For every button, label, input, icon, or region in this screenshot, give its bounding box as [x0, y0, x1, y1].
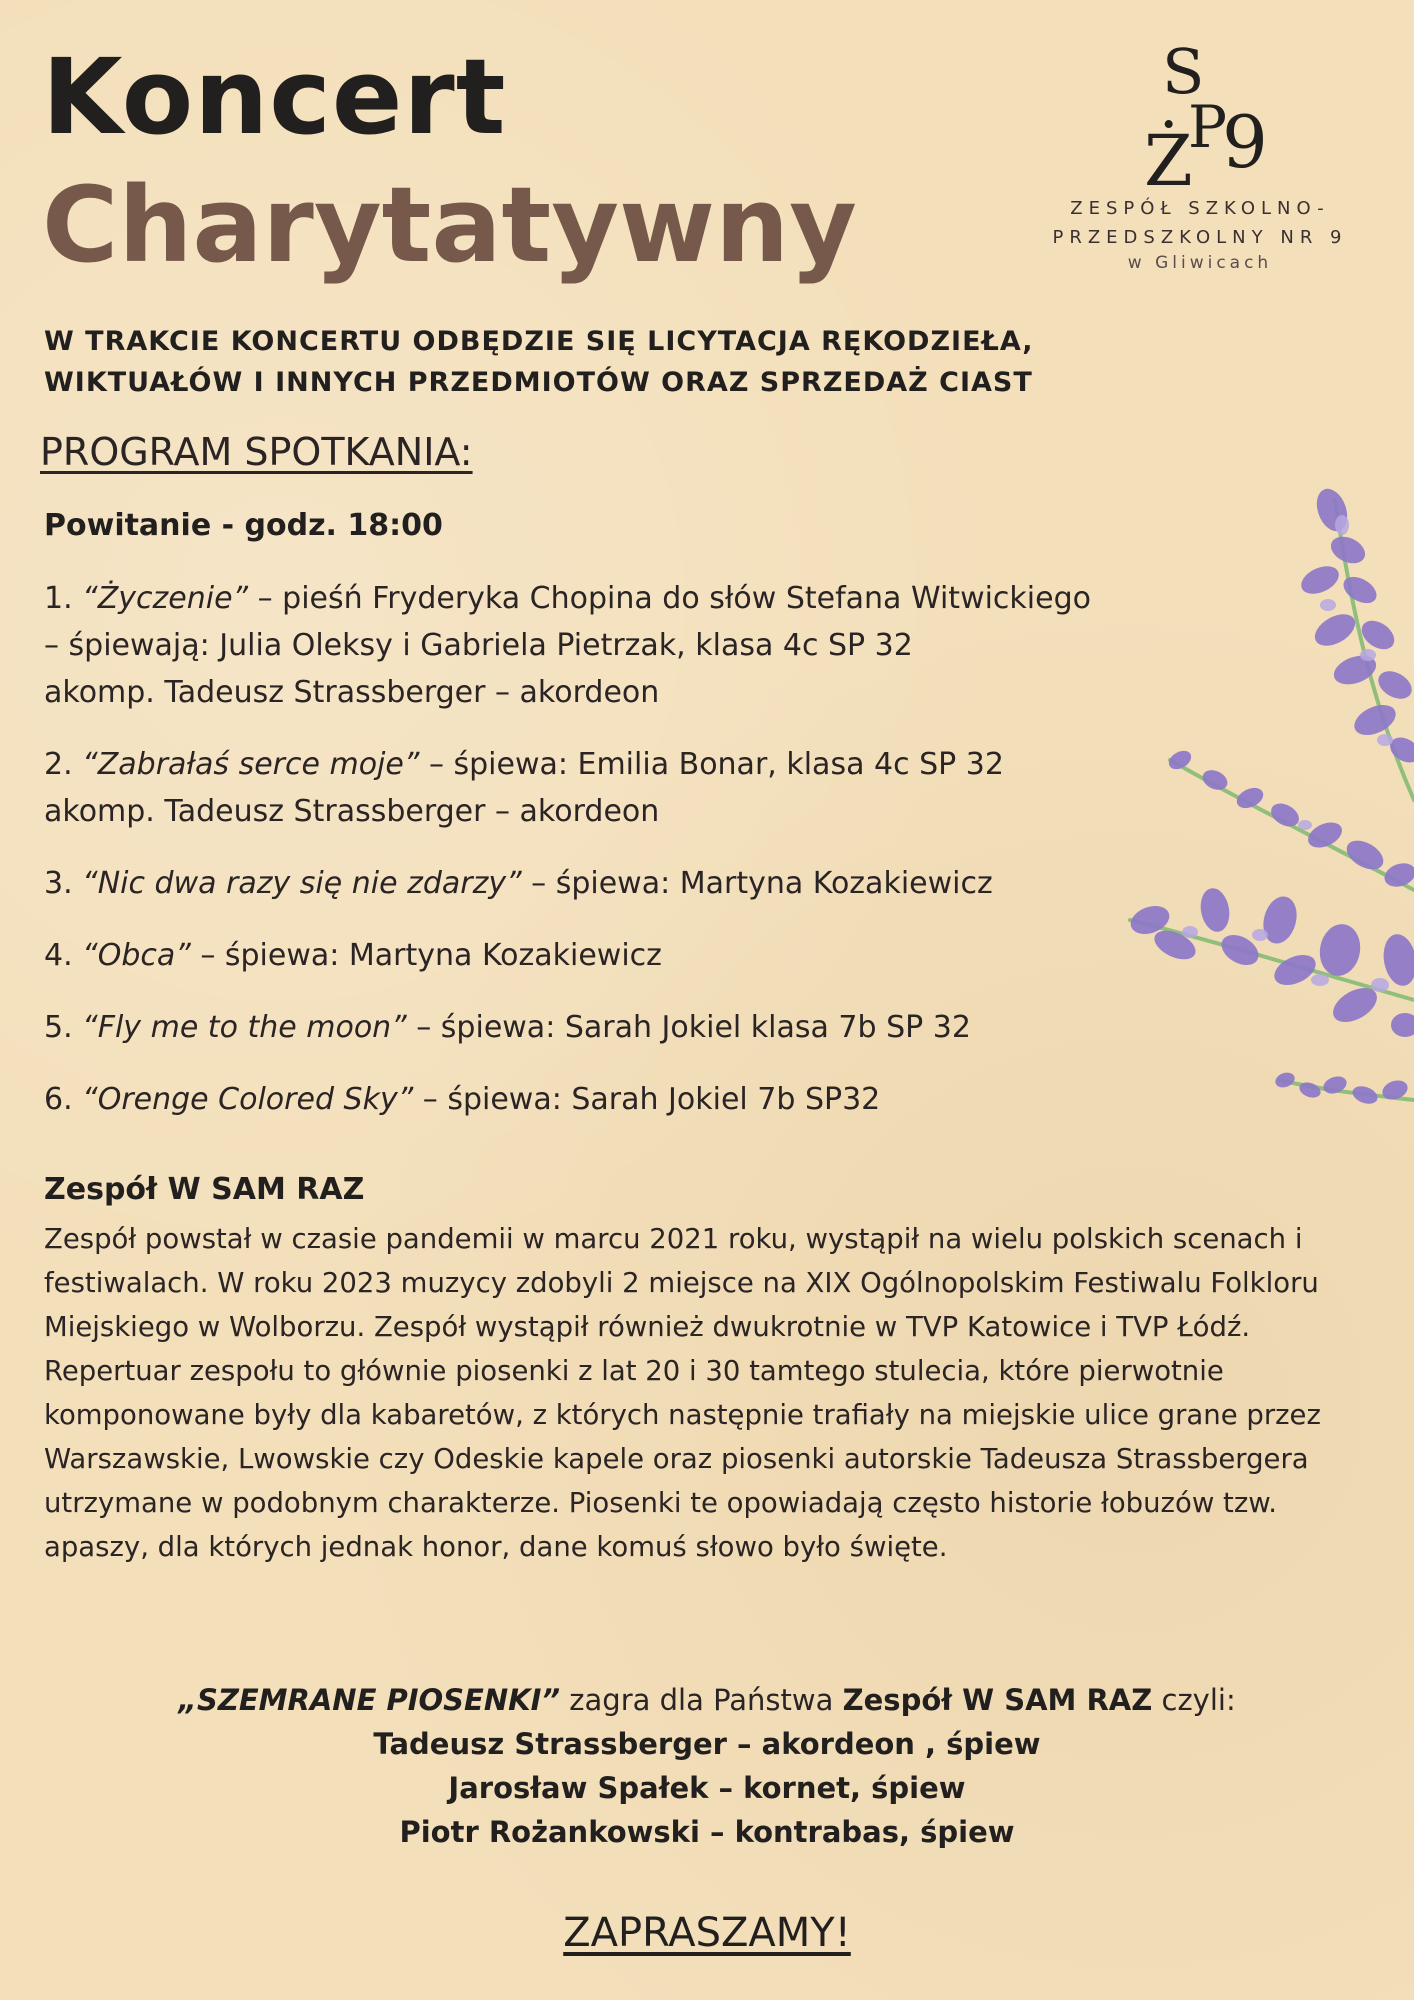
item-detail: – śpiewa: Martyna Kozakiewicz: [190, 938, 662, 973]
band-member: Piotr Rożankowski – kontrabas, śpiew: [399, 1815, 1015, 1849]
monogram-icon: [1100, 35, 1300, 195]
monogram-p: P: [1188, 93, 1228, 161]
item-detail: – śpiewa: Sarah Jokiel klasa 7b SP 32: [406, 1010, 971, 1045]
invitation: ZAPRASZAMY!: [563, 1910, 851, 1956]
monogram-9: 9: [1222, 100, 1268, 184]
program-item: [44, 1076, 1204, 1123]
item-performers: – śpiewają: Julia Oleksy i Gabriela Pietrzak, klasa 4c SP 32: [44, 628, 913, 663]
item-detail: – pieśń Fryderyka Chopina do słów Stefana Witwickiego: [248, 581, 1091, 616]
band-member: Tadeusz Strassberger – akordeon , śpiew: [373, 1727, 1041, 1761]
item-number: 5.: [44, 1010, 83, 1045]
item-number: 1.: [44, 581, 83, 616]
item-accompaniment: akomp. Tadeusz Strassberger – akordeon: [44, 794, 660, 829]
song-title: “Fly me to the moon”: [82, 1010, 407, 1045]
outro-connector1: zagra dla Państwa: [560, 1683, 843, 1717]
song-title: “Obca”: [82, 938, 191, 973]
item-number: 3.: [44, 866, 83, 901]
auction-subheading: [44, 322, 1164, 403]
monogram-s: S: [1162, 35, 1205, 108]
program-heading: PROGRAM SPOTKANIA:: [40, 430, 473, 474]
program-item: [44, 575, 1204, 716]
logo-org-line2: PRZEDSZKOLNY NR 9: [1052, 226, 1348, 248]
program-item: [44, 932, 1204, 979]
program-item: [44, 741, 1204, 835]
outro-section: [0, 1678, 1414, 1854]
program-item: [44, 860, 1204, 907]
title-line1: Koncert: [42, 36, 507, 158]
item-number: 2.: [44, 747, 83, 782]
song-title: “Orenge Colored Sky”: [82, 1082, 414, 1117]
band-member: Jarosław Spałek – kornet, śpiew: [448, 1771, 966, 1805]
school-logo: [1020, 35, 1380, 273]
band-description: Zespół powstał w czasie pandemii w marcu 2021 roku, wystąpił na wielu polskich scenach i festiwalach. W roku 2023 muzycy zdobyli 2 miejsce na XIX Ogólnopolskim Festiwalu Folkloru Miejskiego w Wolborzu. Zespół wystąpił również dwukrotnie w TVP Katowice i TVP Łódź. Repertuar zespołu to głównie piosenki z lat 20 i 30 tamtego stulecia, które pierwotnie komponowane były dla kabaretów, z których następnie trafiały na miejskie ulice grane przez Warszawskie, Lwowskie czy Odeskie kapele oraz piosenki autorskie Tadeusza Strassbergera utrzymane w podobnym charakterze. Piosenki te opowiadają często historie łobuzów tzw. apaszy, dla których jednak honor, dane komuś słowo było święte.: [44, 1223, 1321, 1563]
logo-org-line3: w Gliwicach: [1127, 252, 1273, 273]
outro-band-name: Zespół W SAM RAZ: [842, 1683, 1153, 1717]
item-detail: – śpiewa: Emilia Bonar, klasa 4c SP 32: [419, 747, 1004, 782]
program-list: [44, 575, 1204, 1148]
item-accompaniment: akomp. Tadeusz Strassberger – akordeon: [44, 675, 660, 710]
subheading-line2: WIKTUAŁÓW I INNYCH PRZEDMIOTÓW ORAZ SPRZEDAŻ CIAST: [44, 366, 1033, 398]
greeting-time: Powitanie - godz. 18:00: [44, 508, 443, 543]
logo-org-line1: ZESPÓŁ SZKOLNO-: [1070, 198, 1330, 219]
item-detail: – śpiewa: Martyna Kozakiewicz: [521, 866, 993, 901]
program-item: [44, 1004, 1204, 1051]
title-line2: Charytatywny: [42, 164, 857, 286]
subheading-line1: W TRAKCIE KONCERTU ODBĘDZIE SIĘ LICYTACJA RĘKODZIEŁA,: [44, 326, 1034, 357]
item-detail: – śpiewa: Sarah Jokiel 7b SP32: [413, 1082, 881, 1117]
monogram-z: Ż: [1144, 120, 1193, 195]
band-name-heading: Zespół W SAM RAZ: [44, 1172, 365, 1207]
lavender-sprigs-icon: [1120, 480, 1414, 1140]
song-title: “Nic dwa razy się nie zdarzy”: [82, 866, 522, 901]
show-title: „SZEMRANE PIOSENKI”: [178, 1683, 561, 1717]
item-number: 6.: [44, 1082, 83, 1117]
song-title: “Życzenie”: [82, 581, 249, 616]
song-title: “Zabrałaś serce moje”: [82, 747, 420, 782]
item-number: 4.: [44, 938, 83, 973]
outro-connector2: czyli:: [1152, 1683, 1236, 1717]
